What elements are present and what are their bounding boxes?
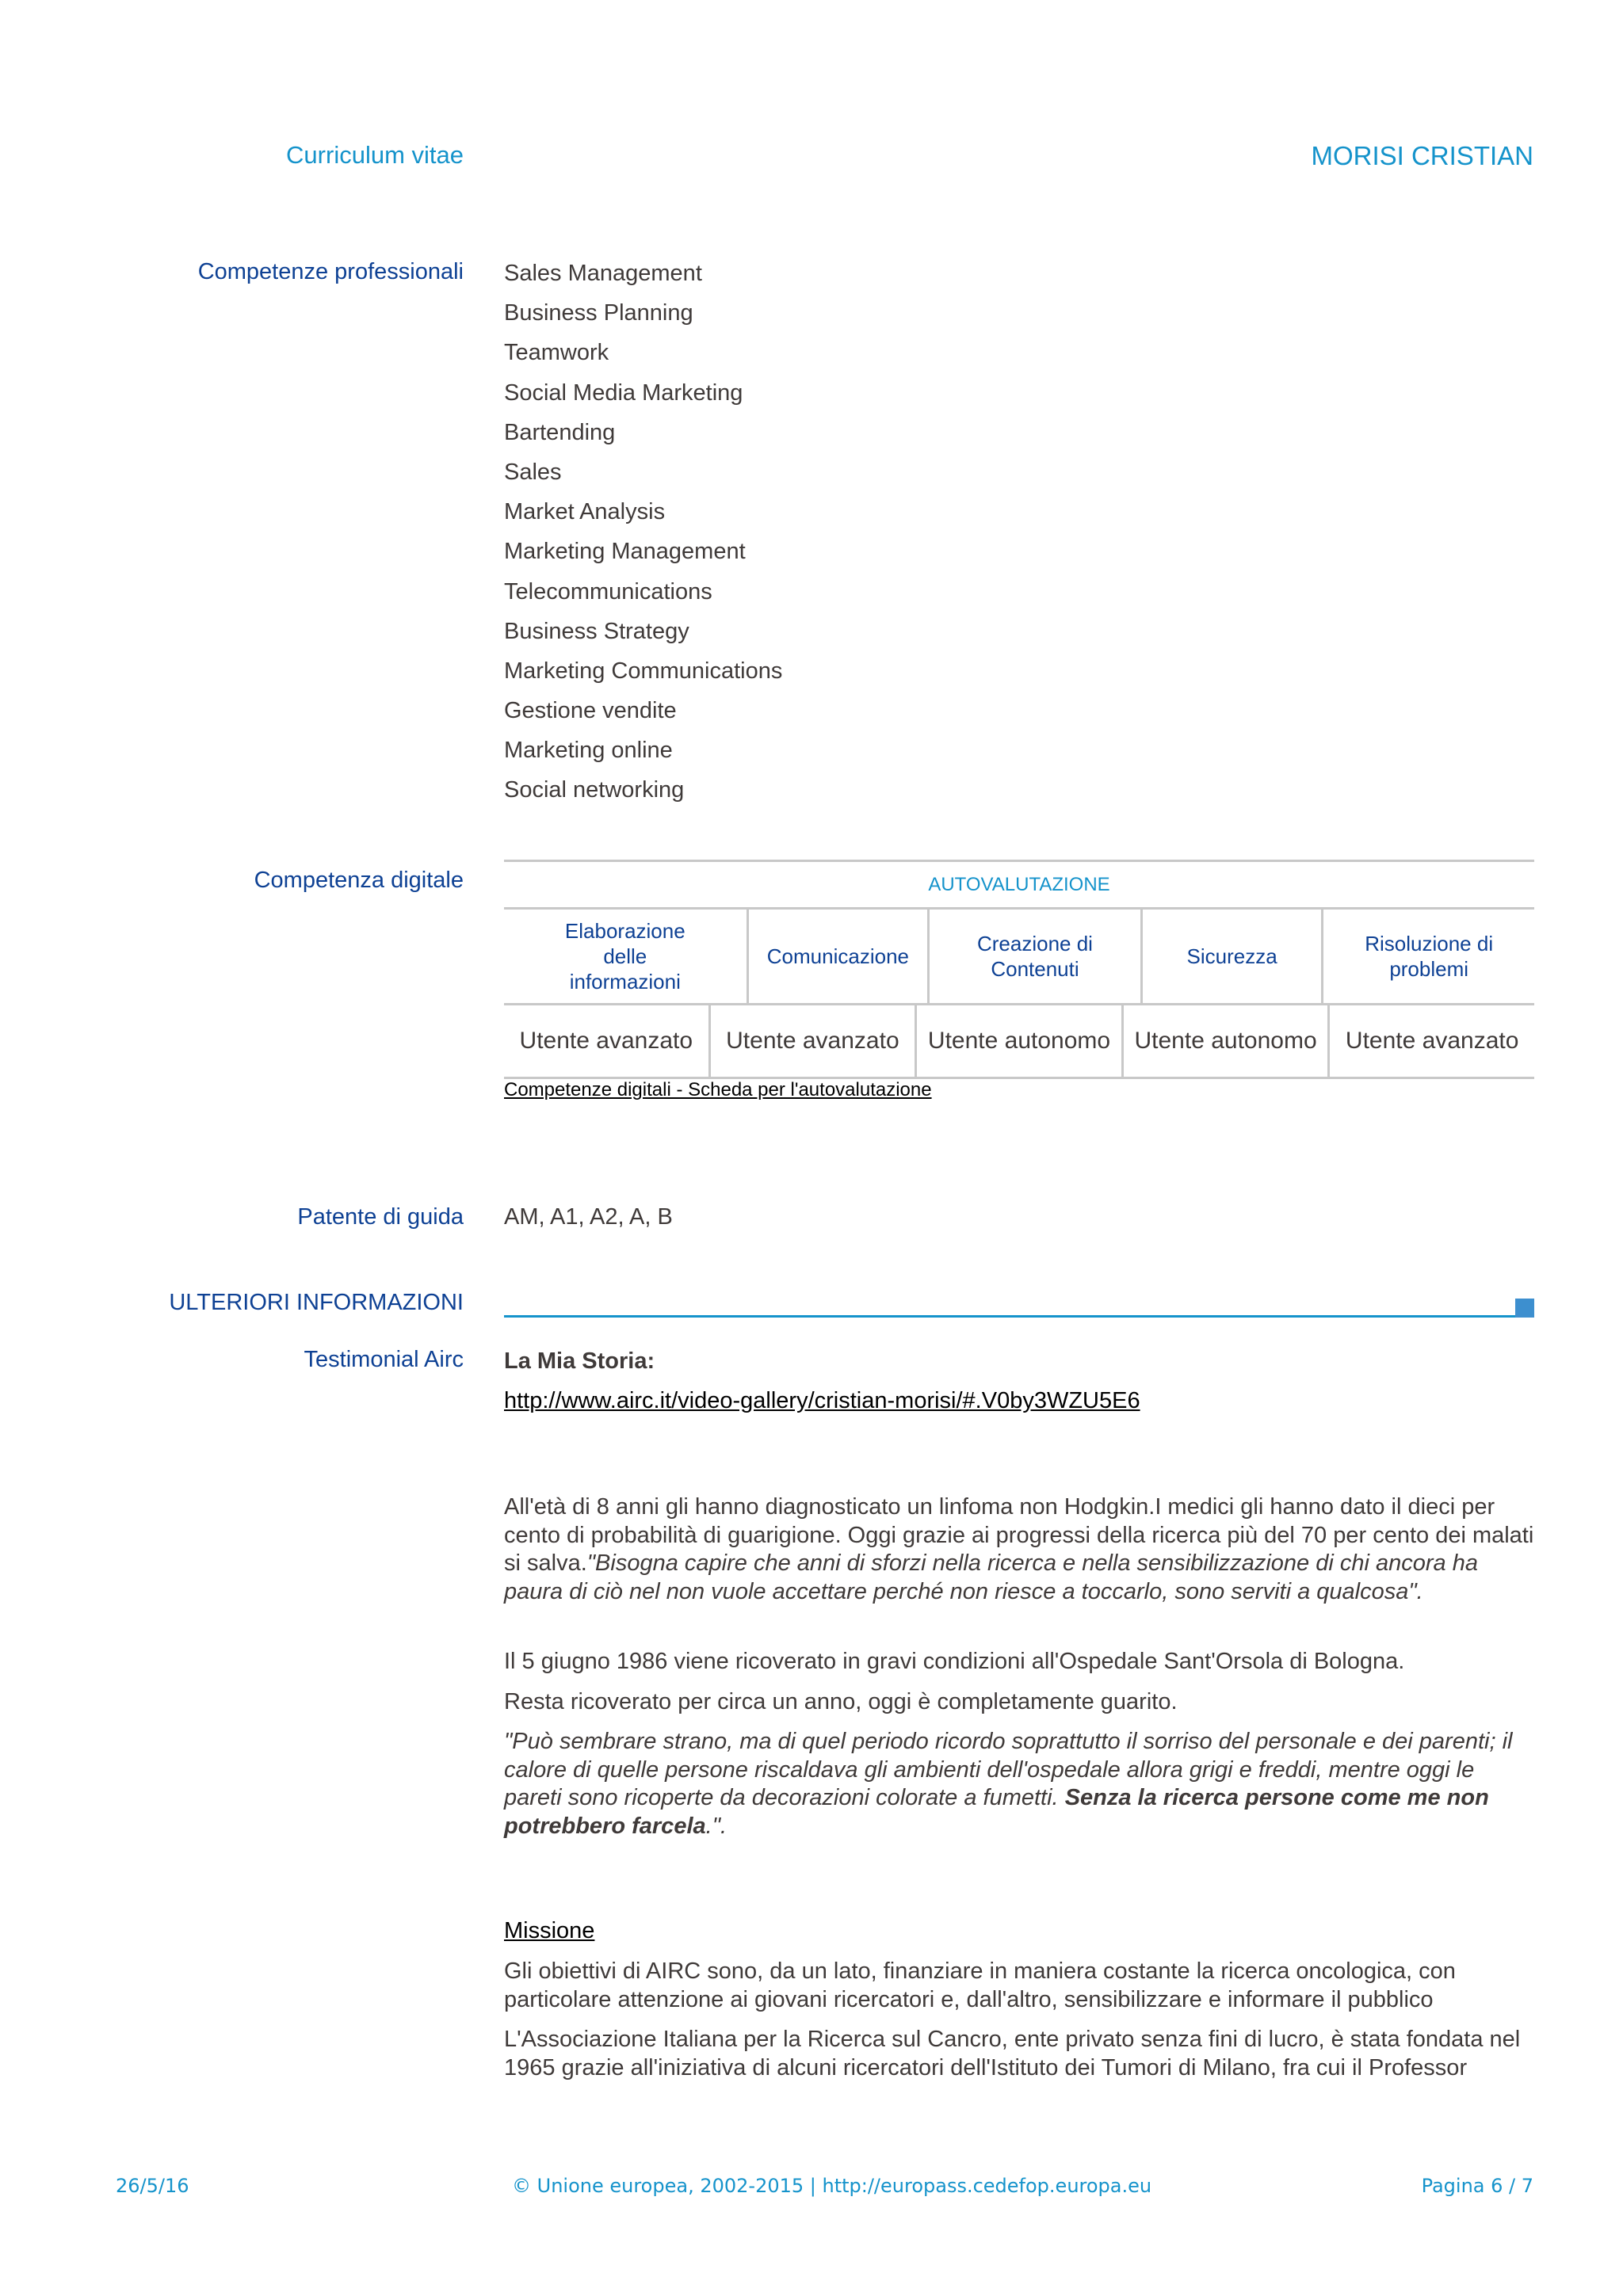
driving-license-value: AM, A1, A2, A, B <box>504 1204 673 1230</box>
story-title: La Mia Storia: <box>504 1348 655 1374</box>
digital-competence-table <box>504 860 1534 1079</box>
story-paragraph-2: Il 5 giugno 1986 viene ricoverato in gravi condizioni all'Ospedale Sant'Orsola di Bologna. <box>504 1649 1405 1674</box>
list-item: Marketing online <box>504 738 673 764</box>
document-type-heading: Curriculum vitae <box>286 141 464 169</box>
person-name-heading: MORISI CRISTIAN <box>1311 141 1533 170</box>
mission-paragraph-2: L'Associazione Italiana per la Ricerca sul Cancro, ente privato senza fini di lucro, è stata fondata nel 1965 grazie all'iniziativa di alcuni ricercatori dell'Istituto dei Tumori di Milano, fra cui il Professor <box>504 2027 1521 2081</box>
story-paragraph-1 <box>504 1493 1534 1606</box>
mission-paragraph-1: Gli obiettivi di AIRC sono, da un lato, finanziare in maniera costante la ricerca oncologica, con particolare attenzione ai giovani ricercatori e, dall'altro, sensibilizzare e informare il pubblico <box>504 1958 1456 2012</box>
level-cell: Utente avanzato <box>1345 1028 1519 1054</box>
list-item: Social Media Marketing <box>504 379 743 406</box>
story-quote-bold: Senza la ricerca persone come me non potrebbero farcela <box>504 1785 1489 1839</box>
section-marker-icon <box>1515 1299 1534 1318</box>
list-item: Business Planning <box>504 300 693 326</box>
story-text: All'età di 8 anni gli hanno diagnosticato un linfoma non Hodgkin.I medici gli hanno dato il dieci per cento di probabilità di guarigione. Oggi grazie ai progressi della ricerca più del 70 per cento dei malati si salva. <box>504 1494 1534 1576</box>
list-item: Teamwork <box>504 340 609 366</box>
category-cell: Creazione di Contenuti <box>930 910 1143 1003</box>
category-row <box>504 910 1534 1005</box>
digital-competence-label: Competenza digitale <box>254 868 464 893</box>
list-item: Marketing Management <box>504 539 746 565</box>
footer-page-number: Pagina 6 / 7 <box>1421 2175 1533 2197</box>
story-paragraph-4 <box>504 1728 1534 1840</box>
professional-skills-label: Competenze professionali <box>197 259 464 284</box>
testimonial-label: Testimonial Airc <box>304 1347 464 1372</box>
story-quote: "Può sembrare strano, ma di quel periodo ricordo soprattutto il sorriso del personale e dei parenti; il calore di quelle persone riscaldava gli ambienti dell'ospedale allora grigi e freddi, mentre oggi le pareti sono ricoperte da decorazioni colorate a fumetti. <box>504 1729 1513 1810</box>
self-assessment-header: AUTOVALUTAZIONE <box>504 862 1534 910</box>
footer-copyright: © Unione europea, 2002-2015 | http://europass.cedefop.europa.eu <box>512 2175 1152 2197</box>
footer-date: 26/5/16 <box>116 2175 189 2197</box>
level-cell: Utente autonomo <box>1124 1005 1331 1077</box>
list-item: Business Strategy <box>504 618 689 644</box>
list-item: Marketing Communications <box>504 658 783 684</box>
story-quote: "Bisogna capire che anni di sforzi nella ricerca e nella sensibilizzazione di chi ancora ha paura di ciò nel non vuole accettare perché non riesce a toccarlo, sono serviti a qualcosa". <box>504 1550 1478 1604</box>
list-item: Bartending <box>504 419 616 445</box>
story-paragraph-3: Resta ricoverato per circa un anno, oggi è completamente guarito. <box>504 1689 1178 1714</box>
category-cell: Elaborazione delle informazioni <box>504 910 749 1003</box>
story-quote-end: .". <box>705 1813 727 1839</box>
list-item: Sales <box>504 459 562 485</box>
list-item: Gestione vendite <box>504 698 677 724</box>
category-cell: Sicurezza <box>1143 910 1324 1003</box>
professional-skills-list <box>504 257 1534 814</box>
digital-skills-grid-link[interactable]: Competenze digitali - Scheda per l'autovalutazione <box>504 1079 932 1100</box>
category-cell: Comunicazione <box>749 910 930 1003</box>
level-cell: Utente avanzato <box>711 1005 918 1077</box>
list-item: Telecommunications <box>504 578 712 605</box>
mission-heading: Missione <box>504 1918 595 1943</box>
category-cell: Risoluzione di problemi <box>1365 932 1494 981</box>
list-item: Sales Management <box>504 261 702 286</box>
level-row <box>504 1005 1534 1079</box>
level-cell: Utente autonomo <box>917 1005 1124 1077</box>
list-item: Market Analysis <box>504 499 666 525</box>
driving-license-label: Patente di guida <box>297 1204 464 1230</box>
section-divider <box>504 1315 1515 1318</box>
section-heading-additional-info: ULTERIORI INFORMAZIONI <box>169 1290 464 1315</box>
level-cell: Utente avanzato <box>504 1005 711 1077</box>
story-video-link[interactable]: http://www.airc.it/video-gallery/cristian-morisi/#.V0by3WZU5E6 <box>504 1388 1140 1413</box>
list-item: Social networking <box>504 777 685 803</box>
